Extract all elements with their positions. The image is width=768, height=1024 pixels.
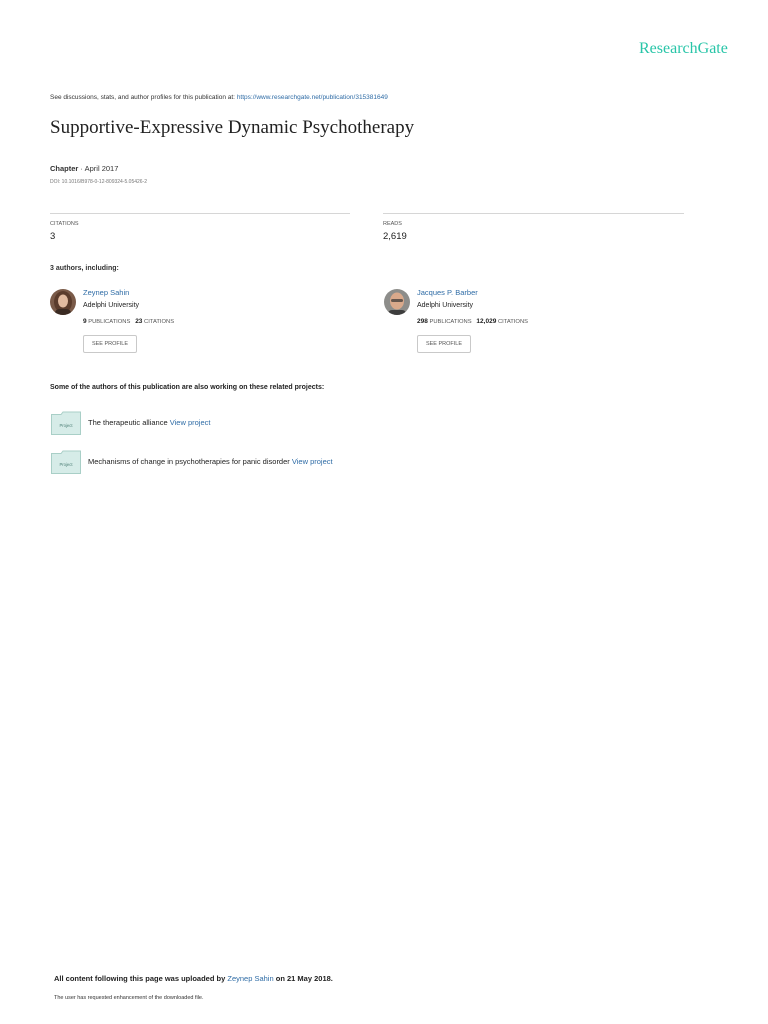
view-project-link[interactable]: View project — [169, 418, 211, 427]
author-name-link[interactable]: Jacques P. Barber — [417, 288, 478, 297]
publications-label: PUBLICATIONS — [88, 319, 131, 325]
enhancement-note: The user has requested enhancement of the downloaded file. — [54, 995, 204, 1001]
publications-label: PUBLICATIONS — [429, 319, 472, 325]
see-profile-button[interactable]: SEE PROFILE — [83, 335, 137, 353]
publication-doi: DOI: 10.1016/B978-0-12-809324-5.05426-2 — [50, 179, 148, 185]
divider — [50, 213, 350, 214]
publication-date: April 2017 — [84, 164, 119, 173]
citations-label: CITATIONS — [497, 319, 528, 325]
project-title: The therapeutic alliance — [88, 418, 168, 427]
project-title: Mechanisms of change in psychotherapies for panic disorder — [88, 457, 290, 466]
intro-line — [50, 94, 388, 101]
publication-type: Chapter — [50, 164, 79, 173]
citations-label: CITATIONS — [50, 221, 79, 227]
upload-note — [54, 974, 333, 983]
publication-url-link[interactable]: https://www.researchgate.net/publication/315381649 — [236, 94, 388, 101]
avatar[interactable] — [384, 289, 410, 315]
upload-prefix: All content following this page was uploaded by — [54, 974, 226, 983]
avatar[interactable] — [50, 289, 76, 315]
citations-count: 12,029 — [476, 318, 497, 325]
see-profile-button[interactable]: SEE PROFILE — [417, 335, 471, 353]
reads-label: READS — [383, 221, 402, 227]
uploader-link[interactable]: Zeynep Sahin — [227, 974, 274, 983]
project-item — [88, 457, 333, 466]
citations-value: 3 — [50, 231, 56, 242]
upload-suffix: on 21 May 2018. — [275, 974, 333, 983]
project-item — [88, 418, 210, 427]
author-institution: Adelphi University — [83, 302, 140, 309]
view-project-link[interactable]: View project — [291, 457, 333, 466]
citations-count: 23 — [135, 318, 143, 325]
project-folder-icon — [51, 411, 81, 435]
project-icon-label: Project — [59, 462, 73, 467]
author-stats — [83, 318, 174, 325]
researchgate-logo[interactable]: ResearchGate — [639, 40, 728, 57]
publication-meta: Chapter · April 2017 — [50, 164, 119, 173]
intro-text: See discussions, stats, and author profiles for this publication at: — [50, 94, 235, 101]
author-name-link[interactable]: Zeynep Sahin — [83, 288, 130, 297]
citations-label: CITATIONS — [144, 319, 175, 325]
page-title: Supportive-Expressive Dynamic Psychotherapy — [50, 117, 415, 138]
publications-count: 298 — [417, 318, 428, 325]
publications-count: 9 — [83, 318, 87, 325]
divider — [383, 213, 684, 214]
related-projects-heading: Some of the authors of this publication are also working on these related projects: — [50, 384, 325, 391]
project-folder-icon — [51, 450, 81, 474]
author-institution: Adelphi University — [417, 302, 474, 309]
authors-heading: 3 authors, including: — [50, 265, 119, 272]
author-stats — [417, 318, 528, 325]
reads-value: 2,619 — [383, 231, 407, 242]
project-icon-label: Project — [59, 423, 73, 428]
